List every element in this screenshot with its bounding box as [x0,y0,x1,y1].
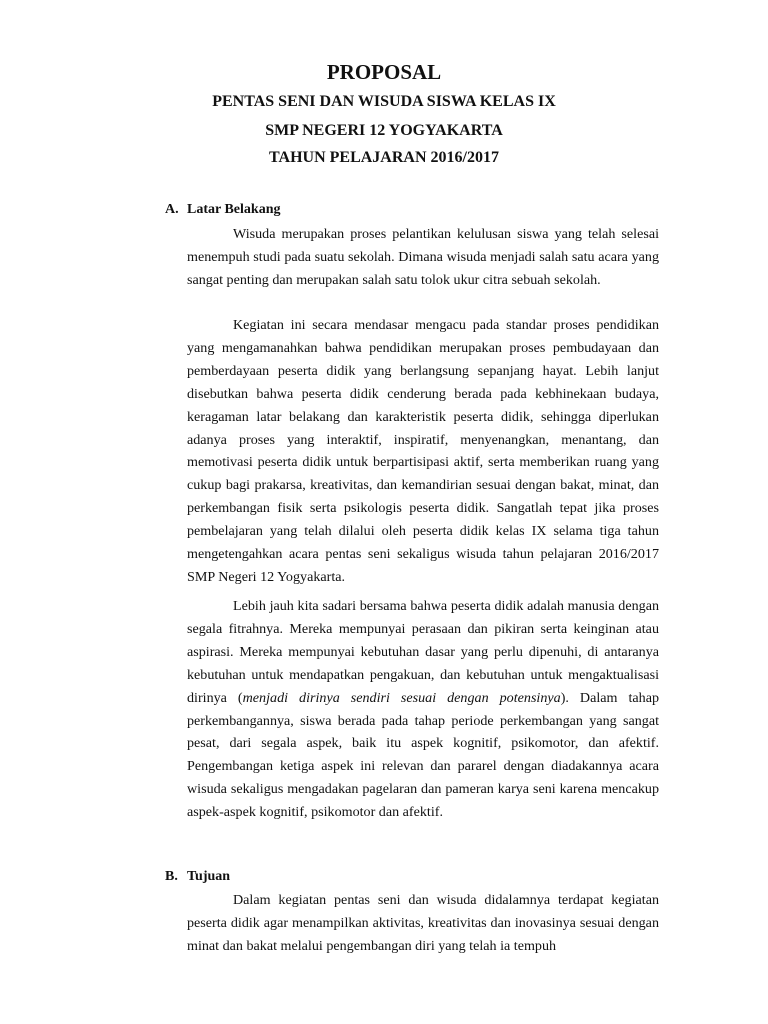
section-b-paragraph-1: Dalam kegiatan pentas seni dan wisuda didalamnya terdapat kegiatan peserta didik agar menampilkan aktivitas, kreativitas dan inovasinya sesuai dengan minat dan bakat melalui pengembangan diri yang telah ia tempuh [187,892,659,954]
section-a-paragraph-2: Kegiatan ini secara mendasar mengacu pada standar proses pendidikan yang mengamanahkan bahwa pendidikan merupakan proses pembudayaan dan pemberdayaan peserta didik yang berlangsung sepanjang hayat. Lebih lanjut disebutkan bahwa peserta didik cenderung berada pada kebhinekaan budaya, keragaman latar belakang dan karakteristik peserta didik, sehingga diperlukan adanya proses yang interaktif, inspiratif, menyenangkan, menantang, dan memotivasi peserta didik untuk berpartisipasi aktif, serta memberikan ruang yang cukup bagi prakarsa, kreativitas, dan kemandirian sesuai dengan bakat, minat, dan perkembangan fisik serta psikologis peserta didik. Sangatlah tepat jika proses pembelajaran yang telah dilalui oleh peserta didik kelas IX selama tiga tahun mengetengahkan acara pentas seni sekaligus wisuda tahun pelajaran 2016/2017 SMP Negeri 12 Yogyakarta. [187,317,659,585]
subtitle-line-2: SMP NEGERI 12 YOGYAKARTA [265,122,503,139]
section-b-title: Tujuan [187,869,231,884]
section-a-paragraph-3-text-2: ). Dalam tahap perkembangannya, siswa berada pada tahap periode perkembangan yang sangat pesat, dari segala aspek, baik itu aspek kognitif, psikomotor, dan afektif. Pengembangan ketiga aspek ini relevan dan pararel dengan diadakannya acara wisuda sekaligus mengadakan pagelaran dan pameran karya seni karena mencakup aspek-aspek kognitif, psikomotor dan afektif. [187,689,660,821]
section-a-paragraph-1: Wisuda merupakan proses pelantikan kelulusan siswa yang telah selesai menempuh studi pada suatu sekolah. Dimana wisuda menjadi salah satu acara yang sangat penting dan merupakan salah satu tolok ukur citra sebuah sekolah. [187,226,659,288]
subtitle-line-1: PENTAS SENI DAN WISUDA SISWA KELAS IX [212,93,556,110]
section-a-letter: A. [165,202,179,217]
section-a-heading [165,202,280,218]
document-title: PROPOSAL [326,60,442,84]
section-b-heading [165,869,230,885]
section-a-title: Latar Belakang [187,202,281,217]
subtitle-line-3: TAHUN PELAJARAN 2016/2017 [269,149,499,166]
section-a-paragraph-3-text-1: Lebih jauh kita sadari bersama bahwa peserta didik adalah manusia dengan segala fitrahnya. Mereka mempunyai perasaan dan pikiran serta keinginan atau aspirasi. Mereka mempunyai kebutuhan dasar yang perlu dipenuhi, di antaranya kebutuhan untuk mendapatkan pengakuan, dan kebutuhan untuk mengaktualisasi dirinya ( [187,598,659,706]
section-b-letter: B. [165,869,178,884]
section-a-paragraph-3-italic: menjadi dirinya sendiri sesuai dengan potensinya [242,689,561,706]
section-a-paragraph-3 [187,595,659,824]
